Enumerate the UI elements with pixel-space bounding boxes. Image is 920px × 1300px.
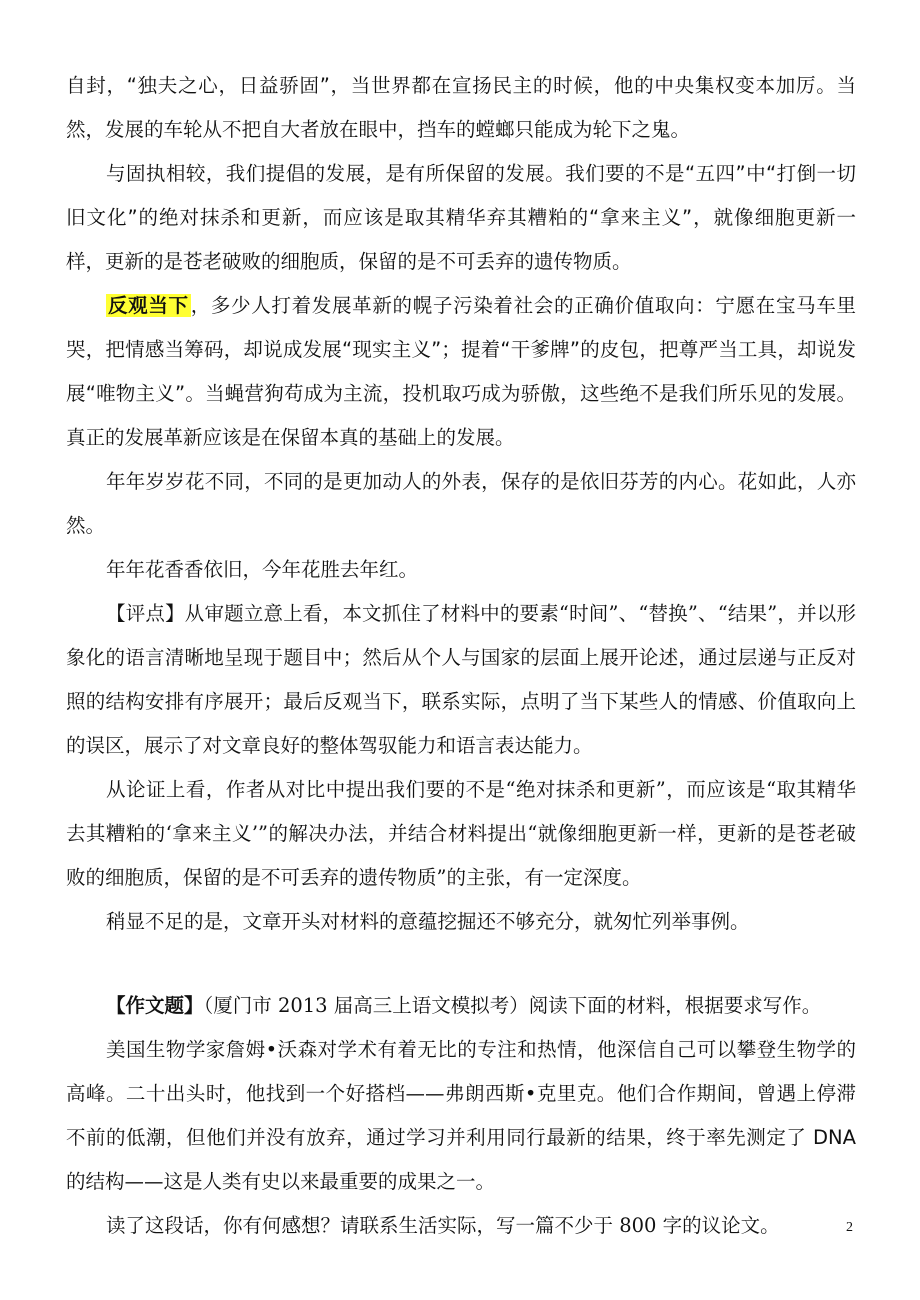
- comment-paragraph-3: 稍显不足的是，文章开头对材料的意蕴挖掘还不够充分，就匆忙列举事例。: [106, 910, 750, 933]
- task-material: 美国生物学家詹姆•沃森对学术有着无比的专注和热情，他深信自己可以攀登生物学的高峰。二十出头时，他找到一个好搭档——弗朗西斯•克里克。他们合作期间，曾遇上停滞不前的低潮，但他们并没有放弃，通过学习并利用同行最新的结果，终于率先测定了 DNA 的结构——这是人类有史以来最重要的成果之一。: [66, 1038, 856, 1193]
- section-gap: [66, 944, 856, 984]
- comment-paragraph-2: 从论证上看，作者从对比中提出我们要的不是“绝对抹杀和更新”，而应该是“取其精华去其糟粕的‘拿来主义’”的解决办法，并结合材料提出“就像细胞更新一样，更新的是苍老破败的细胞质，保留的是不可丢弃的遗传物质”的主张，有一定深度。: [66, 778, 856, 889]
- page-number: 2: [846, 1220, 853, 1235]
- task-requirement: 读了这段话，你有何感想？请联系生活实际，写一篇不少于 800 字的议论文。: [106, 1214, 780, 1237]
- essay-paragraph-5: 年年花香香依旧，今年花胜去年红。: [106, 558, 419, 581]
- comment-paragraph-1: [66, 592, 856, 768]
- task-label: 【作文题】: [106, 994, 204, 1017]
- task-heading: [66, 984, 856, 1028]
- essay-paragraph-3: [66, 284, 856, 460]
- essay-paragraph-2: 与固执相较，我们提倡的发展，是有所保留的发展。我们要的不是“五四”中“打倒一切旧文化”的绝对抹杀和更新，而应该是取其精华弃其糟粕的“拿来主义”，就像细胞更新一样，更新的是苍老破败的细胞质，保留的是不可丢弃的遗传物质。: [66, 162, 856, 273]
- task-intro: （厦门市 2013 届高三上语文模拟考）阅读下面的材料，根据要求写作。: [203, 994, 822, 1017]
- document-page: [66, 64, 856, 1248]
- comment-label: 【评点】: [106, 602, 185, 625]
- essay-paragraph-1: 自封，“独夫之心，日益骄固”，当世界都在宣扬民主的时候，他的中央集权变本加厉。当然，发展的车轮从不把自大者放在眼中，挡车的螳螂只能成为轮下之鬼。: [66, 74, 856, 141]
- highlighted-phrase: 反观当下: [108, 294, 189, 317]
- comment-paragraph-1-text: 从审题立意上看，本文抓住了材料中的要素“时间”、“替换”、“结果”，并以形象化的语言清晰地呈现于题目中；然后从个人与国家的层面上展开论述，通过层递与正反对照的结构安排有序展开；最后反观当下，联系实际，点明了当下某些人的情感、价值取向上的误区，展示了对文章良好的整体驾驭能力和语言表达能力。: [66, 602, 856, 757]
- essay-paragraph-4: 年年岁岁花不同，不同的是更加动人的外表，保存的是依旧芬芳的内心。花如此，人亦然。: [66, 470, 856, 537]
- essay-paragraph-3-text: ，多少人打着发展革新的幌子污染着社会的正确价值取向：宁愿在宝马车里哭，把情感当筹码，却说成发展“现实主义”；提着“干爹牌”的皮包，把尊严当工具，却说发展“唯物主义”。当蝇营狗苟成为主流，投机取巧成为骄傲，这些绝不是我们所乐见的发展。真正的发展革新应该是在保留本真的基础上的发展。: [66, 294, 856, 449]
